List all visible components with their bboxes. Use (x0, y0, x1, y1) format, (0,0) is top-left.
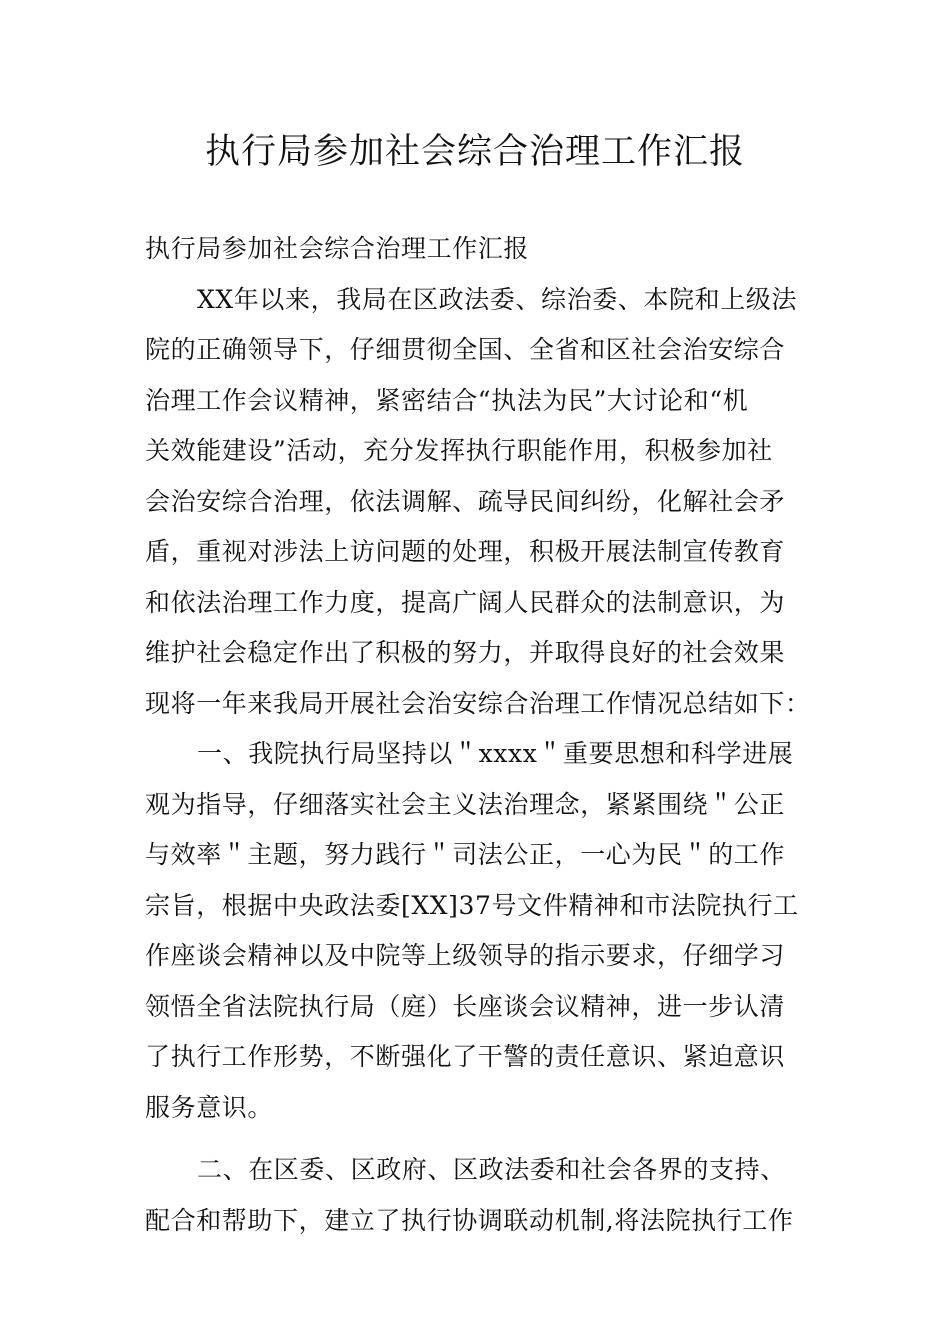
document-title: 执行局参加社会综合治理工作汇报 (204, 132, 745, 172)
paragraph-line: XX年以来，我局在区政法委、综治委、本院和上级法 (197, 284, 797, 314)
paragraph-2 (145, 729, 810, 1133)
paragraph-line: 维护社会稳定作出了积极的努力，并取得良好的社会效果 (145, 638, 786, 667)
paragraph-line: 与效率＂主题，努力践行＂司法公正，一心为民＂的工作 (145, 840, 786, 869)
paragraph-3 (145, 1145, 810, 1246)
paragraph-line: 治理工作会议精神，紧密结合“执法为民”大讨论和“机 (145, 385, 749, 415)
document-body (145, 224, 810, 1246)
paragraph-line: 关效能建设”活动，充分发挥执行职能作用，积极参加社 (145, 436, 773, 465)
paragraph-line: 宗旨，根据中央政法委[XX]37号文件精神和市法院执行工 (145, 890, 799, 920)
paragraph-1 (145, 275, 810, 730)
paragraph-line: 领悟全省法院执行局（庭）长座谈会议精神，进一步认清 (145, 991, 786, 1021)
paragraph-line: 会治安综合治理，依法调解、疏导民间纠纷，化解社会矛 (145, 486, 786, 516)
paragraph-line: 二、在区委、区政府、区政法委和社会各界的支持、 (197, 1155, 786, 1184)
paragraph-line: 了执行工作形势，不断强化了干警的责任意识、紧迫意识 (145, 1042, 786, 1071)
paragraph-line: 院的正确领导下，仔细贯彻全国、全省和区社会治安综合 (145, 335, 786, 364)
paragraph-line: 观为指导，仔细落实社会主义法治理念，紧紧围绕＂公正 (145, 789, 786, 819)
paragraph-line: 服务意识。 (145, 1092, 274, 1122)
paragraph-line: 现将一年来我局开展社会治安综合治理工作情况总结如下： (145, 688, 811, 718)
paragraph-line: 和依法治理工作力度，提高广阔人民群众的法制意识，为 (145, 587, 786, 617)
paragraph-line: 作座谈会精神以及中院等上级领导的指示要求，仔细学习 (145, 941, 786, 970)
paragraph-line: 配合和帮助下，建立了执行协调联动机制,将法院执行工作 (145, 1205, 794, 1235)
document-subtitle: 执行局参加社会综合治理工作汇报 (145, 234, 530, 263)
paragraph-line: 盾，重视对涉法上访问题的处理，积极开展法制宣传教育 (145, 537, 786, 566)
paragraph-line: 一、我院执行局坚持以＂xxxx＂重要思想和科学进展 (197, 739, 794, 768)
